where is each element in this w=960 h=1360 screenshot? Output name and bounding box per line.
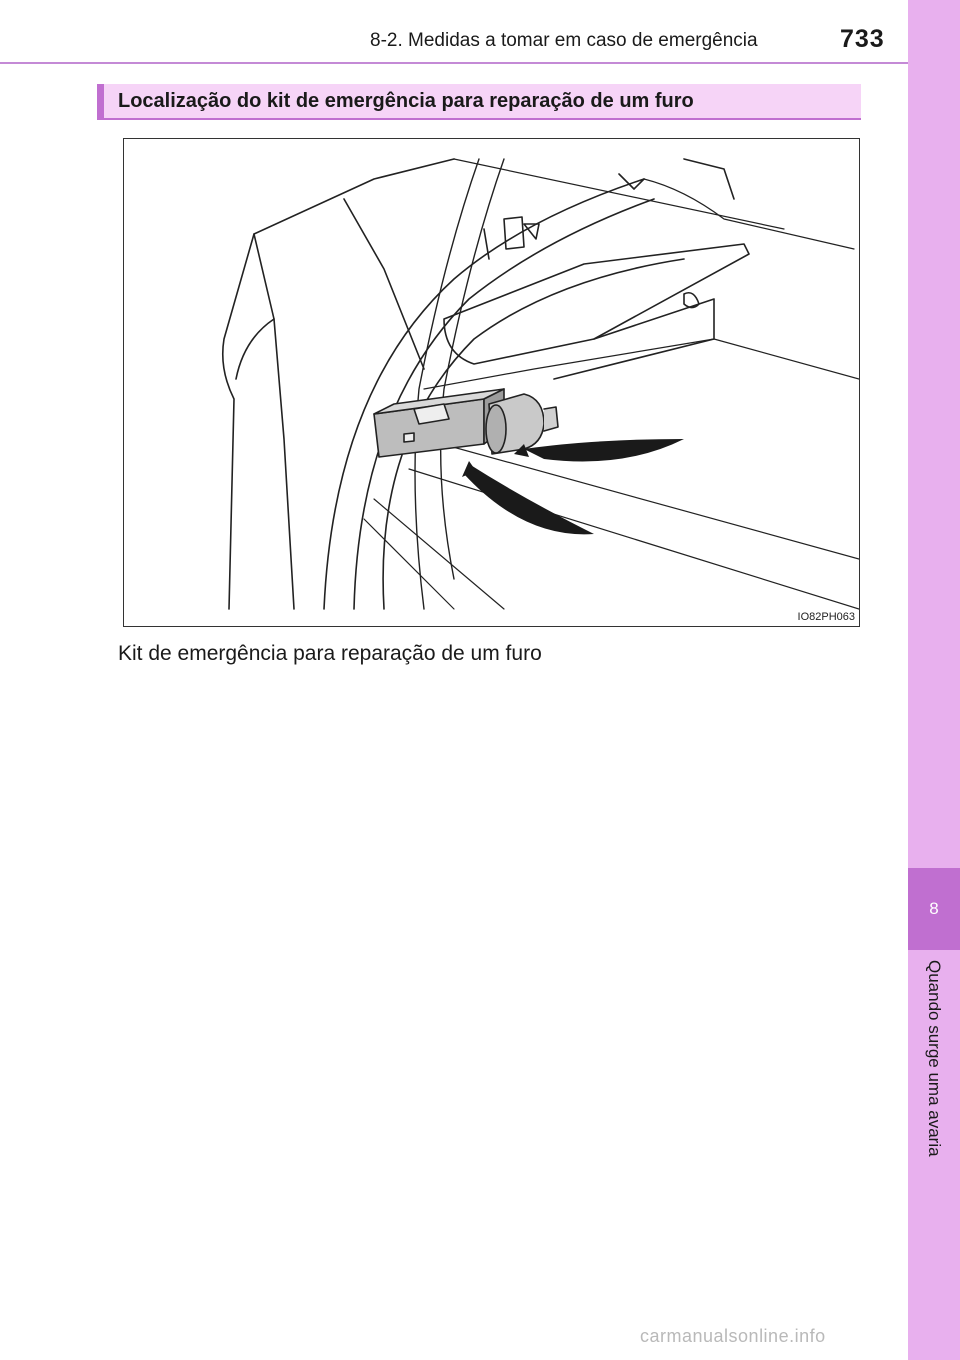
figure-caption: Kit de emergência para reparação de um furo — [118, 642, 542, 665]
header-divider — [0, 62, 908, 64]
arrow-icon — [524, 439, 684, 462]
chapter-title: Quando surge uma avaria — [925, 960, 944, 1157]
figure-code: IO82PH063 — [797, 611, 855, 623]
watermark-url: carmanualsonline.info — [640, 1326, 826, 1346]
repair-kit-illustration — [374, 389, 558, 457]
cargo-cover-board — [444, 244, 749, 364]
trunk-illustration — [124, 139, 859, 626]
section-heading-underline — [97, 118, 861, 120]
arrow-icon — [464, 464, 594, 534]
illustration-frame — [123, 138, 860, 627]
chapter-number-box — [908, 868, 960, 950]
page-number: 733 — [840, 25, 885, 53]
running-header: 8-2. Medidas a tomar em caso de emergência — [370, 30, 758, 51]
chapter-number: 8 — [929, 899, 939, 918]
section-heading: Localização do kit de emergência para reparação de um furo — [97, 84, 861, 118]
